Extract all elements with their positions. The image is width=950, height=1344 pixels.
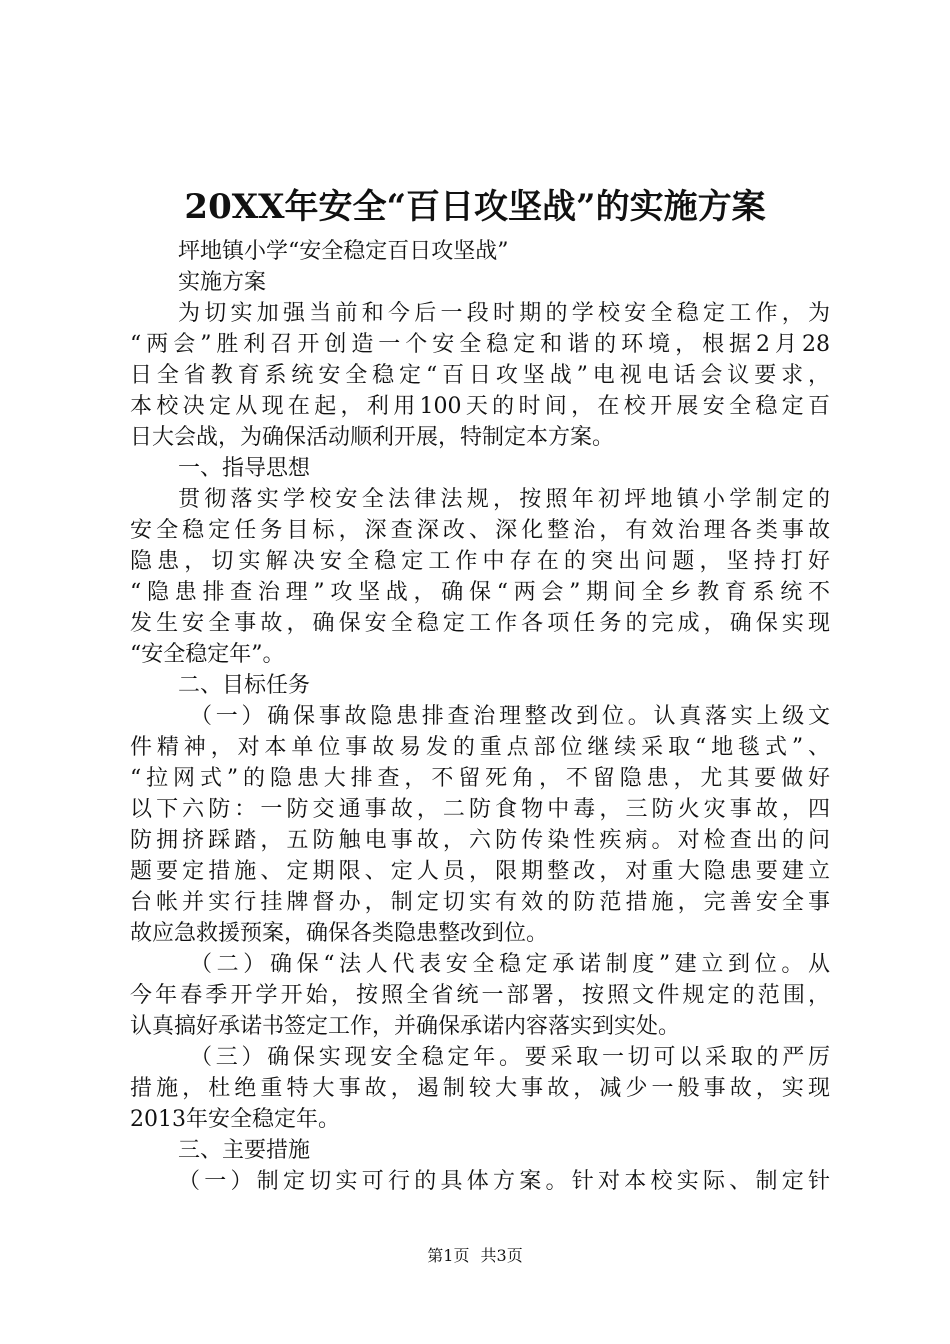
text-line: “隐患排查治理”攻坚战，确保“两会”期间全乡教育系统不 xyxy=(130,580,830,605)
text-line: 件精神，对本单位事故易发的重点部位继续采取“地毯式”、 xyxy=(130,735,830,760)
page-total: 共3页 xyxy=(480,1246,523,1265)
text-line: 一、指导思想 xyxy=(178,456,311,481)
text-line: 为切实加强当前和今后一段时期的学校安全稳定工作，为 xyxy=(178,301,830,326)
text-line: （一）制定切实可行的具体方案。针对本校实际、制定针 xyxy=(178,1169,830,1194)
page-footer xyxy=(0,1245,950,1267)
text-line: （二）确保“法人代表安全稳定承诺制度”建立到位。从 xyxy=(190,952,830,977)
text-line: 二、目标任务 xyxy=(178,673,311,698)
text-line: 安全稳定任务目标，深查深改、深化整治，有效治理各类事故 xyxy=(130,518,830,543)
text-line: （三）确保实现安全稳定年。要采取一切可以采取的严厉 xyxy=(190,1045,830,1070)
text-line: 故应急救援预案，确保各类隐患整改到位。 xyxy=(130,921,549,946)
text-line: 2013年安全稳定年。 xyxy=(130,1107,340,1132)
text-line: 坪地镇小学“安全稳定百日攻坚战” xyxy=(178,239,509,264)
text-line: 台帐并实行挂牌督办，制定切实有效的防范措施，完善安全事 xyxy=(130,890,830,915)
page-number: 第1页 xyxy=(427,1246,470,1265)
text-line: 本校决定从现在起，利用100天的时间，在校开展安全稳定百 xyxy=(130,394,830,419)
text-line: “安全稳定年”。 xyxy=(130,642,285,667)
text-line: 贯彻落实学校安全法律法规，按照年初坪地镇小学制定的 xyxy=(178,487,830,512)
text-line: 日大会战，为确保活动顺利开展，特制定本方案。 xyxy=(130,425,615,450)
text-line: 题要定措施、定期限、定人员，限期整改，对重大隐患要建立 xyxy=(130,859,830,884)
text-line: 隐患，切实解决安全稳定工作中存在的突出问题，坚持打好 xyxy=(130,549,830,574)
text-line: （一）确保事故隐患排查治理整改到位。认真落实上级文 xyxy=(190,704,830,729)
text-line: 发生安全事故，确保安全稳定工作各项任务的完成，确保实现 xyxy=(130,611,830,636)
text-line: 日全省教育系统安全稳定“百日攻坚战”电视电话会议要求， xyxy=(130,363,830,388)
text-line: 实施方案 xyxy=(178,270,267,295)
text-line: “拉网式”的隐患大排查，不留死角，不留隐患，尤其要做好 xyxy=(130,766,830,791)
text-line: “两会”胜利召开创造一个安全稳定和谐的环境，根据2月28 xyxy=(130,332,830,357)
text-line: 今年春季开学开始，按照全省统一部署，按照文件规定的范围， xyxy=(130,983,830,1008)
text-line: 防拥挤踩踏，五防触电事故，六防传染性疾病。对检查出的问 xyxy=(130,828,830,853)
text-line: 以下六防：一防交通事故，二防食物中毒，三防火灾事故，四 xyxy=(130,797,830,822)
text-line: 三、主要措施 xyxy=(178,1138,311,1163)
text-line: 措施，杜绝重特大事故，遏制较大事故，减少一般事故，实现 xyxy=(130,1076,830,1101)
document-body xyxy=(130,236,830,1197)
document-title: 20XX年安全“百日攻坚战”的实施方案 xyxy=(184,187,766,227)
text-line: 认真搞好承诺书签定工作，并确保承诺内容落实到实处。 xyxy=(130,1014,681,1039)
